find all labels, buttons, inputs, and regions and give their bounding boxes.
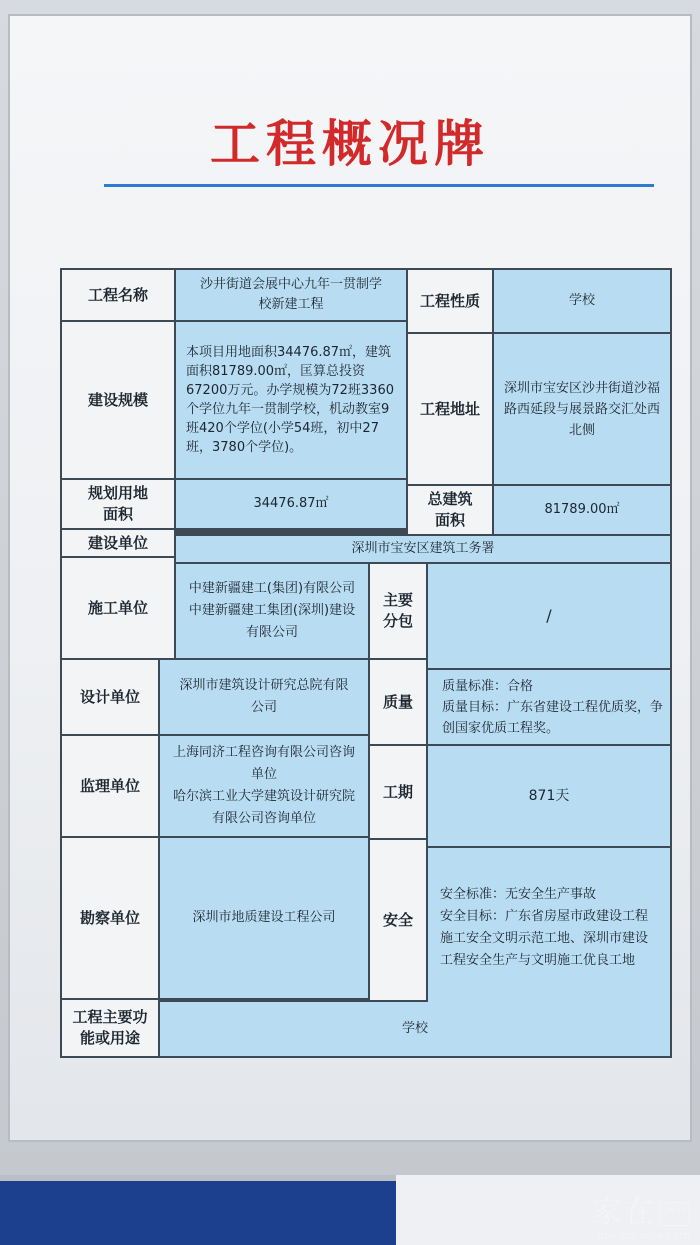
main-subcontract-value: / xyxy=(428,564,670,668)
main-function-label: 工程主要功能或用途 xyxy=(62,1000,158,1056)
survey-unit-label: 勘察单位 xyxy=(62,838,158,998)
planned-land-area-value: 34476.87㎡ xyxy=(176,480,406,528)
quality-label: 质量 xyxy=(370,660,426,744)
project-nature-value: 学校 xyxy=(494,270,670,332)
owner-unit-label: 建设单位 xyxy=(62,530,174,556)
construction-period-label: 工期 xyxy=(370,746,426,838)
supervision-unit-value: 上海同济工程咨询有限公司咨询单位 哈尔滨工业大学建筑设计研究院有限公司咨询单位 xyxy=(160,736,368,836)
supervision-unit-label: 监理单位 xyxy=(62,736,158,836)
board-title: 工程概况牌 xyxy=(210,115,490,173)
safety-value: 安全标准：无安全生产事故 安全目标：广东省房屋市政建设工程施工安全文明示范工地、深圳市建设工程安全生产与文明施工优良工地 xyxy=(428,848,670,1008)
survey-unit-value: 深圳市地质建设工程公司 xyxy=(160,838,368,998)
construction-scale-value: 本项目用地面积34476.87㎡，建筑面积81789.00㎡，匡算总投资67200万元。办学规模为72班3360个学位九年一贯制学校，机动教室9班420个学位(小学54班，初中27 班，3780个学位)。 xyxy=(176,322,406,478)
safety-label: 安全 xyxy=(370,840,426,1000)
main-function-value: 学校 xyxy=(160,1002,670,1056)
construction-scale-label: 建设规模 xyxy=(62,322,174,478)
quality-value: 质量标准：合格 质量目标：广东省建设工程优质奖，争创国家优质工程奖。 xyxy=(428,670,670,744)
title-underline xyxy=(104,184,654,187)
total-building-area-label: 总建筑面积 xyxy=(408,486,492,534)
project-address-value: 深圳市宝安区沙井街道沙福路西延段与展景路交汇处西北侧 xyxy=(494,334,670,484)
design-unit-label: 设计单位 xyxy=(62,660,158,734)
construction-period-value: 871天 xyxy=(428,746,670,846)
total-building-area-value: 81789.00㎡ xyxy=(494,486,670,534)
watermark-tag: 深圳 xyxy=(660,1202,690,1226)
construction-unit-value: 中建新疆建工(集团)有限公司 中建新疆建工集团(深圳)建设有限公司 xyxy=(176,564,368,658)
site-watermark xyxy=(550,1196,690,1242)
main-subcontract-label: 主要分包 xyxy=(370,564,426,658)
project-address-label: 工程地址 xyxy=(408,334,492,484)
project-name-value: 沙井街道会展中心九年一贯制学校新建工程 xyxy=(176,270,406,320)
project-nature-label: 工程性质 xyxy=(408,270,492,332)
watermark-brand: 家在 xyxy=(592,1195,656,1230)
design-unit-value: 深圳市建筑设计研究总院有限公司 xyxy=(160,660,368,734)
construction-unit-label: 施工单位 xyxy=(62,558,174,658)
owner-unit-value: 深圳市宝安区建筑工务署 xyxy=(176,536,670,562)
planned-land-area-label: 规划用地面积 xyxy=(62,480,174,528)
project-name-label: 工程名称 xyxy=(62,270,174,320)
watermark-url: bbs.szhome.com xyxy=(597,1229,690,1242)
